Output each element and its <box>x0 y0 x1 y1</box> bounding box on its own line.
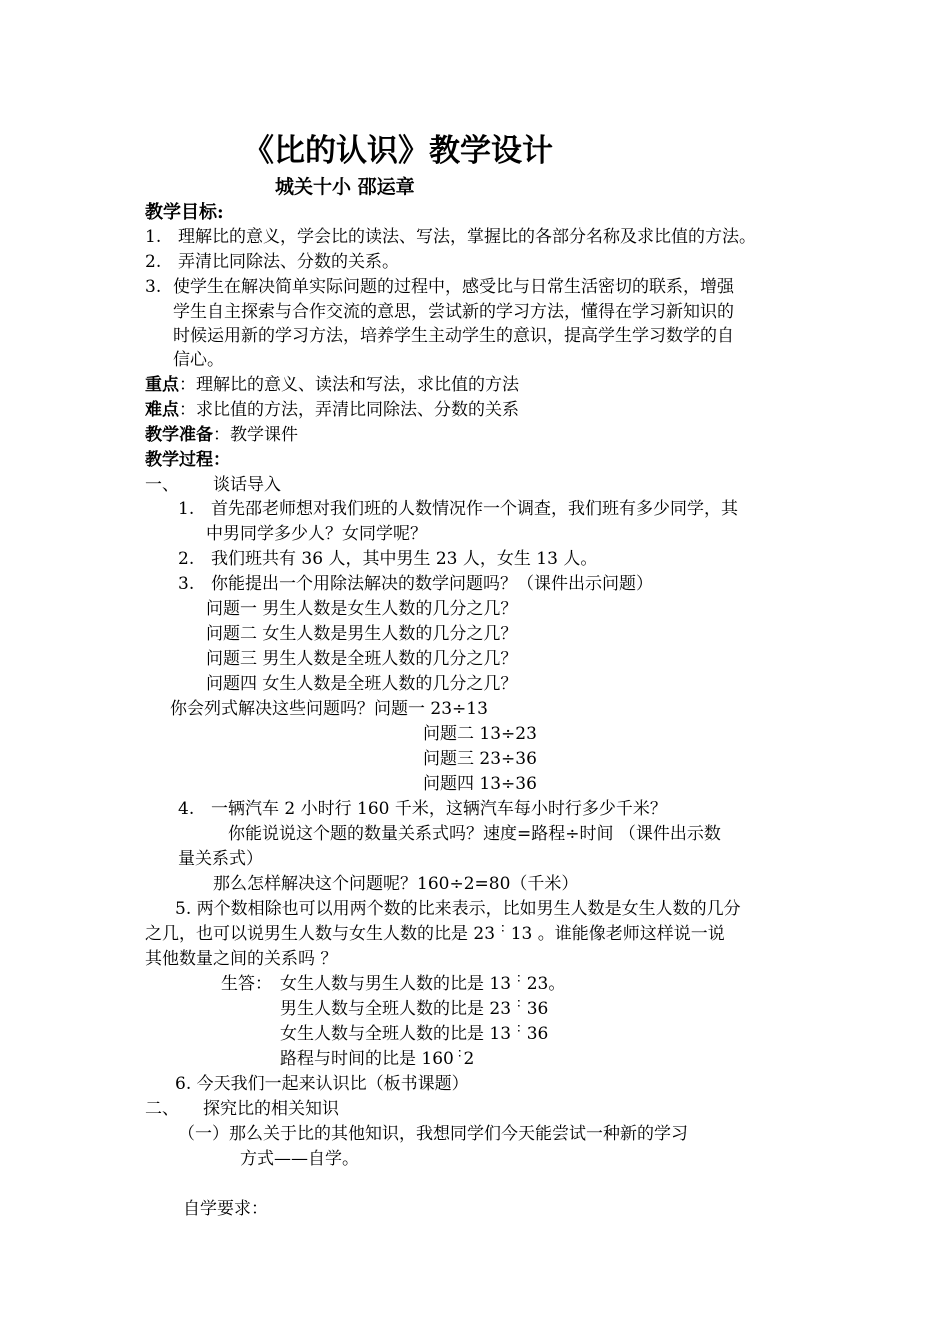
goal-3-line-1: 使学生在解决简单实际问题的过程中，感受比与日常生活密切的联系，增强 <box>173 277 734 297</box>
part-1-line-2: 方式——自学。 <box>240 1149 359 1169</box>
answers-label: 生答： <box>221 974 272 994</box>
goal-2-text: 弄清比同除法、分数的关系。 <box>178 252 399 272</box>
key-point <box>145 373 519 397</box>
item-5-line-3: 其他数量之间的关系吗 ？ <box>145 949 338 969</box>
goal-1-text: 理解比的意义，学会比的读法、写法，掌握比的各部分名称及求比值的方法。 <box>178 227 756 247</box>
item-5-line-1: 5. 两个数相除也可以用两个数的比来表示，比如男生人数是女生人数的几分 <box>175 899 741 919</box>
goals-heading: 教学目标: <box>145 202 224 223</box>
item-6-text: 6. 今天我们一起来认识比（板书课题） <box>175 1074 469 1094</box>
section-1-number: 一、 <box>145 475 179 495</box>
answer-2-left: 男生人数与全班人数的比是 23 <box>280 999 512 1019</box>
question-1: 问题一 男生人数是女生人数的几分之几？ <box>206 599 518 619</box>
ratio-symbol: ∶ <box>517 996 521 1012</box>
goal-3-line-3: 时候运用新的学习方法，培养学生主动学生的意识，提高学生学习数学的自 <box>173 326 734 346</box>
question-2: 问题二 女生人数是男生人数的几分之几？ <box>206 624 518 644</box>
answer-3-left: 女生人数与全班人数的比是 13 <box>280 1024 512 1044</box>
section-2-number: 二、 <box>145 1099 179 1119</box>
answer-3 <box>280 1022 548 1047</box>
section-1-title: 谈话导入 <box>213 475 281 495</box>
self-study-heading: 自学要求： <box>183 1199 268 1219</box>
ratio-symbol: ∶ <box>517 971 521 987</box>
item-4-number: 4. <box>178 799 195 819</box>
answer-4-left: 路程与时间的比是 160 <box>280 1049 454 1069</box>
solution-3: 问题三 23÷36 <box>423 749 537 769</box>
difficult-point-label: 难点 <box>145 400 179 420</box>
item-3-text: 你能提出一个用除法解决的数学问题吗？（课件出示问题） <box>211 574 653 594</box>
preparation-label: 教学准备 <box>145 425 213 445</box>
item-1-line-2: 中男同学多少人？女同学呢？ <box>206 524 427 544</box>
item-2-number: 2. <box>178 549 195 569</box>
key-point-label: 重点 <box>145 375 179 395</box>
item-3-number: 3. <box>178 574 195 594</box>
answer-1-right: 23。 <box>526 974 566 994</box>
goal-3-line-4: 信心。 <box>173 350 224 370</box>
process-heading: 教学过程： <box>145 450 230 470</box>
answer-2 <box>280 997 548 1022</box>
item-5-line-2 <box>145 922 725 947</box>
item-5-line-2-end: 13 。谁能像老师这样说一说 <box>510 924 725 944</box>
item-4-line-2: 你能说说这个题的数量关系式吗？速度=路程÷时间 （课件出示数 <box>228 824 721 844</box>
ratio-symbol: ∶ <box>517 1021 521 1037</box>
goal-3-number: 3. <box>145 277 162 297</box>
item-1-line-1: 首先邵老师想对我们班的人数情况作一个调查，我们班有多少同学，其 <box>211 499 738 519</box>
item-4-text: 一辆汽车 2 小时行 160 千米，这辆汽车每小时行多少千米？ <box>211 799 667 819</box>
answer-3-right: 36 <box>526 1024 549 1044</box>
answer-1 <box>280 972 565 997</box>
ratio-symbol: ∶ <box>501 921 505 937</box>
page-title: 《比的认识》教学设计 <box>243 133 553 169</box>
part-1-line-1: （一）那么关于比的其他知识，我想同学们今天能尝试一种新的学习 <box>178 1124 688 1144</box>
ratio-symbol: ∶ <box>457 1046 462 1062</box>
difficult-point-text: ：求比值的方法，弄清比同除法、分数的关系 <box>179 400 519 420</box>
question-4: 问题四 女生人数是全班人数的几分之几？ <box>206 674 518 694</box>
item-4-line-3: 量关系式） <box>178 849 263 869</box>
item-5-line-2-start: 之几，也可以说男生人数与女生人数的比是 23 <box>145 924 496 944</box>
goal-2-number: 2. <box>145 252 162 272</box>
goal-1-number: 1. <box>145 227 162 247</box>
section-2-title: 探究比的相关知识 <box>203 1099 339 1119</box>
answer-4-right: 2 <box>463 1049 475 1069</box>
key-point-text: ：理解比的意义、读法和写法，求比值的方法 <box>179 375 519 395</box>
answer-1-left: 女生人数与男生人数的比是 13 <box>280 974 512 994</box>
solve-intro: 你会列式解决这些问题吗？问题一 23÷13 <box>170 699 488 719</box>
question-3: 问题三 男生人数是全班人数的几分之几？ <box>206 649 518 669</box>
item-4-line-4: 那么怎样解决这个问题呢？160÷2=80（千米） <box>213 874 579 894</box>
item-2-text: 我们班共有 36 人，其中男生 23 人，女生 13 人。 <box>211 549 598 569</box>
solution-4: 问题四 13÷36 <box>423 774 537 794</box>
answer-4 <box>280 1047 474 1072</box>
preparation <box>145 423 298 447</box>
preparation-text: ：教学课件 <box>213 425 298 445</box>
solution-2: 问题二 13÷23 <box>423 724 537 744</box>
difficult-point <box>145 398 519 422</box>
author-line: 城关十小 邵运章 <box>275 176 415 198</box>
goal-3-line-2: 学生自主探索与合作交流的意思，尝试新的学习方法，懂得在学习新知识的 <box>173 302 734 322</box>
item-1-number: 1. <box>178 499 195 519</box>
answer-2-right: 36 <box>526 999 549 1019</box>
